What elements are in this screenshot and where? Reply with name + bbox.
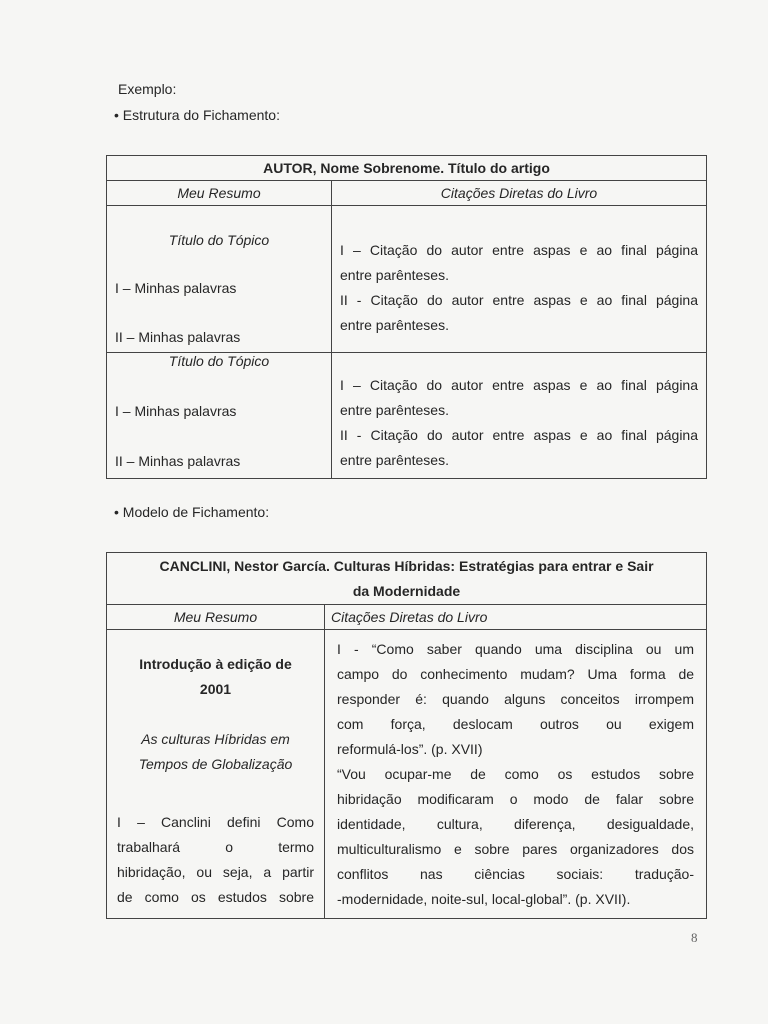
model-table <box>106 552 707 919</box>
summary-item: I – Minhas palavras <box>115 403 237 419</box>
table2-header-line: CANCLINI, Nestor García. Culturas Híbridas: Estratégias para entrar e Sair <box>159 558 654 574</box>
exemplo-label: Exemplo: <box>118 81 177 97</box>
table1-row2-left <box>107 353 332 479</box>
topic-title: Título do Tópico <box>168 232 270 248</box>
table2-header <box>107 553 707 605</box>
page-number: 8 <box>691 930 698 945</box>
section-title-line: 2001 <box>199 681 232 697</box>
summary-line: de como os estudos sobre <box>117 889 314 905</box>
table1-header-text: AUTOR, Nome Sobrenome. Título do artigo <box>263 160 550 176</box>
col-citacoes: Citações Diretas do Livro <box>440 185 598 201</box>
quote-line: campo do conhecimento mudam? Uma forma de <box>337 666 695 682</box>
quote-line: reformulá-los”. (p. XVII) <box>337 741 483 757</box>
summary-line: trabalhará o termo <box>117 839 314 855</box>
estrutura-label: • Estrutura do Fichamento: <box>114 107 280 123</box>
table2-col-left <box>107 605 325 630</box>
table1-col-right <box>332 181 707 206</box>
quote-line: identidade, cultura, diferença, desigualdade, <box>337 816 695 832</box>
summary-item: II – Minhas palavras <box>115 453 241 469</box>
section-subtitle-line: As culturas Híbridas em <box>141 731 290 747</box>
modelo-label: • Modelo de Fichamento: <box>114 504 270 520</box>
col-meu-resumo: Meu Resumo <box>177 185 261 201</box>
citation-line: I – Citação do autor entre aspas e ao final página <box>340 377 698 393</box>
quote-line: -modernidade, noite-sul, local-global”. (p. XVII). <box>337 891 631 907</box>
quote-line: responder é: quando alguns conceitos irrompem <box>337 691 695 707</box>
quote-line: multiculturalismo e sobre pares organizadores dos <box>337 841 695 857</box>
section-title-line: Introdução à edição de <box>139 656 292 672</box>
table1-col-left <box>107 181 332 206</box>
citation-line: entre parênteses. <box>340 402 449 418</box>
summary-item: II – Minhas palavras <box>115 329 241 345</box>
summary-line: I – Canclini defini Como <box>117 814 314 830</box>
summary-line: hibridação, ou seja, a partir <box>117 864 314 880</box>
table1-header <box>107 156 707 181</box>
citation-line: entre parênteses. <box>340 267 449 283</box>
quote-line: “Vou ocupar-me de como os estudos sobre <box>337 766 695 782</box>
col-citacoes: Citações Diretas do Livro <box>331 609 488 625</box>
citation-line: I – Citação do autor entre aspas e ao final página <box>340 242 698 258</box>
quote-line: hibridação modificaram o modo de falar sobre <box>337 791 695 807</box>
col-meu-resumo: Meu Resumo <box>173 609 258 625</box>
table1-row2-right <box>332 353 707 479</box>
quote-line: com força, deslocam outros ou exigem <box>337 716 695 732</box>
table1-row1-left <box>107 206 332 353</box>
table2-header-line: da Modernidade <box>352 583 461 599</box>
structure-table <box>106 155 707 479</box>
table2-right-cell <box>325 630 707 919</box>
summary-item: I – Minhas palavras <box>115 280 237 296</box>
table1-row1-right <box>332 206 707 353</box>
citation-line: II - Citação do autor entre aspas e ao final página <box>340 292 698 308</box>
table2-left-cell <box>107 630 325 919</box>
citation-line: entre parênteses. <box>340 317 449 333</box>
table2-col-right <box>325 605 707 630</box>
topic-title: Título do Tópico <box>168 353 270 369</box>
section-subtitle-line: Tempos de Globalização <box>138 756 293 772</box>
citation-line: II - Citação do autor entre aspas e ao final página <box>340 427 698 443</box>
quote-line: conflitos nas ciências sociais: tradução- <box>337 866 695 882</box>
quote-line: I - “Como saber quando uma disciplina ou um <box>337 641 695 657</box>
citation-line: entre parênteses. <box>340 452 449 468</box>
